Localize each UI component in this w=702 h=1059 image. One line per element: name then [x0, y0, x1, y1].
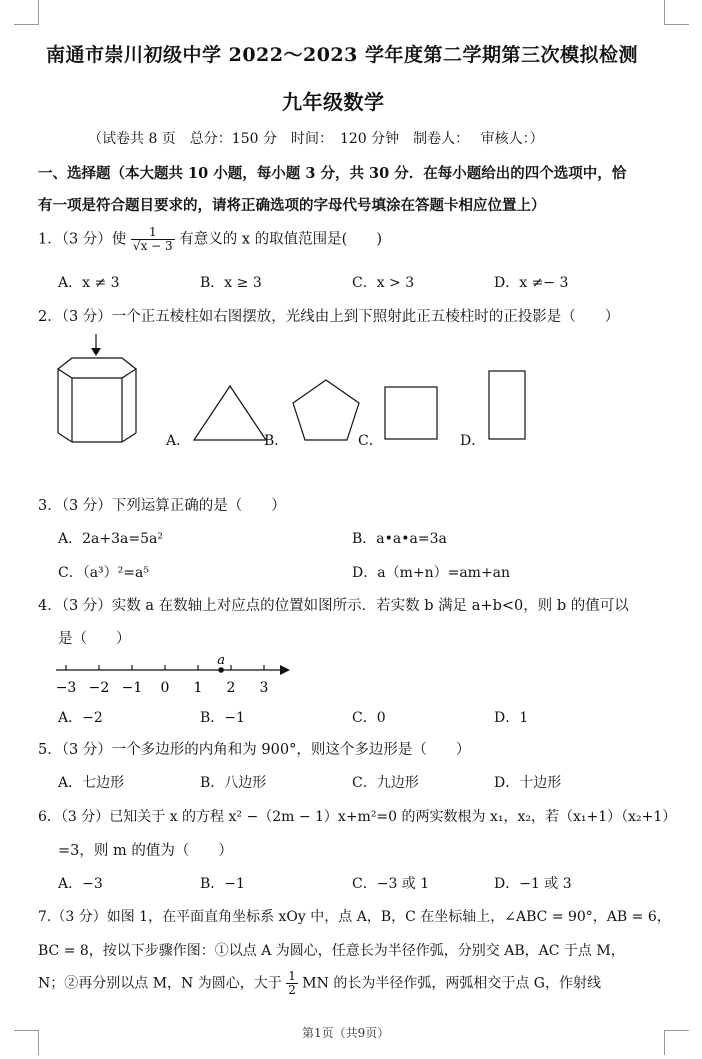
q6-option-b: B．−1	[200, 876, 245, 892]
q5-option-a: A．七边形	[58, 775, 125, 791]
q3-option-d: D．a（m+n）=am+an	[352, 565, 511, 581]
question-7-line1: 7.（3 分）如图 1，在平面直角坐标系 xOy 中，点 A，B，C 在坐标轴上，∠ABC = 90°，AB = 6，	[38, 909, 671, 925]
question-5-stem: 5．（3 分）一个多边形的内角和为 900°，则这个多边形是（ ）	[38, 742, 471, 758]
q3-option-c: C．（a³）²=a⁵	[58, 565, 149, 581]
q4-option-a: A．−2	[58, 710, 103, 726]
q2-label-c: C．	[358, 433, 383, 449]
q4-option-d: D．1	[494, 710, 529, 726]
exam-subject: 九年级数学	[282, 90, 385, 114]
number-line-point-a	[218, 667, 224, 673]
question-7-line3-suffix: MN 的长为半径作弧，两弧相交于点 G，作射线	[302, 975, 601, 992]
number-line-point-label: a	[217, 653, 225, 668]
q6-option-a: A．−3	[58, 876, 103, 892]
q2-label-a: A．	[166, 433, 191, 449]
exam-info: （试卷共 8 页 总分：150 分 时间： 120 分钟 制卷人： 审核人：）	[88, 131, 544, 147]
question-1-stem	[38, 226, 382, 253]
number-line-tick-label: −3	[55, 680, 77, 696]
question-6-line2: =3，则 m 的值为（ ）	[58, 843, 233, 859]
number-line-tick-label: −1	[121, 680, 143, 696]
exam-title: 南通市崇川初级中学 2022～2023 学年度第二学期第三次模拟检测	[46, 44, 638, 66]
section-heading-line2: 有一项是符合题目要求的，请将正确选项的字母代号填涂在答题卡相应位置上）	[38, 197, 546, 214]
pentagonal-prism-figure	[50, 334, 140, 446]
q1-option-a: A．x ≠ 3	[58, 275, 120, 291]
question-2-stem: 2．（3 分）一个正五棱柱如右图摆放，光线由上到下照射此正五棱柱时的正投影是（ ）	[38, 309, 620, 325]
q6-option-c: C．−3 或 1	[352, 876, 430, 892]
q2-option-triangle	[190, 384, 270, 444]
q5-option-b: B．八边形	[200, 775, 267, 791]
fraction-denominator: √x − 3	[132, 239, 173, 253]
question-3-stem: 3．（3 分）下列运算正确的是（ ）	[38, 498, 286, 514]
number-line-tick-label: −2	[88, 680, 110, 696]
q2-option-square	[384, 386, 440, 442]
question-1-suffix: 有意义的 x 的取值范围是( )	[179, 231, 382, 248]
q3-option-a: A．2a+3a=5a²	[58, 531, 163, 547]
fraction-numerator: 1	[131, 226, 175, 240]
page-footer: 第1页（共9页）	[302, 1026, 390, 1040]
question-7-line2: BC = 8，按以下步骤作图：①以点 A 为圆心，任意长为半径作弧，分别交 AB，AC 于点 M，	[38, 943, 625, 959]
fraction-denominator: 2	[288, 983, 296, 997]
q1-option-c: C．x > 3	[352, 275, 415, 291]
number-line-tick-label: 1	[193, 680, 203, 696]
q5-option-d: D．十边形	[494, 775, 562, 791]
fraction-numerator: 1	[288, 969, 296, 983]
q2-option-rectangle	[488, 370, 528, 442]
q1-option-b: B．x ≥ 3	[200, 275, 262, 291]
q5-option-c: C．九边形	[352, 775, 419, 791]
question-4-line1: 4．（3 分）实数 a 在数轴上对应点的位置如图所示．若实数 b 满足 a+b<0，则 b 的值可以	[38, 598, 629, 614]
q3-option-b: B．a•a•a=3a	[352, 531, 447, 547]
question-7-line3	[38, 970, 601, 997]
question-1-fraction	[131, 226, 175, 253]
number-line-tick-label: 3	[259, 680, 269, 696]
q4-option-b: B．−1	[200, 710, 245, 726]
section-heading-line1: 一、选择题（本大题共 10 小题，每小题 3 分，共 30 分．在每小题给出的四个选项中，恰	[38, 165, 627, 182]
q4-option-c: C．0	[352, 710, 386, 726]
q2-label-b: B．	[264, 433, 289, 449]
q2-option-pentagon	[290, 378, 362, 444]
crop-mark-bottom-right	[664, 1030, 689, 1055]
question-7-line3-prefix: N；②再分别以点 M，N 为圆心，大于	[38, 975, 282, 992]
q2-label-d: D．	[460, 433, 486, 449]
number-line-tick-label: 0	[160, 680, 170, 696]
crop-mark-bottom-left	[14, 1030, 39, 1055]
question-6-line1: 6．（3 分）已知关于 x 的方程 x² −（2m − 1）x+m²=0 的两实数根为 x₁，x₂，若（x₁+1）（x₂+1）	[38, 809, 677, 825]
question-1-prefix: 1．（3 分）使	[38, 231, 127, 248]
crop-mark-top-right	[664, 0, 689, 25]
number-line-figure	[56, 650, 296, 700]
number-line-arrow	[280, 665, 290, 675]
q6-option-d: D．−1 或 3	[494, 876, 572, 892]
question-4-line2: 是（ ）	[58, 631, 131, 647]
q1-option-d: D．x ≠− 3	[494, 275, 569, 291]
crop-mark-top-left	[14, 0, 39, 25]
question-7-fraction	[286, 970, 298, 997]
number-line-tick-label: 2	[226, 680, 236, 696]
